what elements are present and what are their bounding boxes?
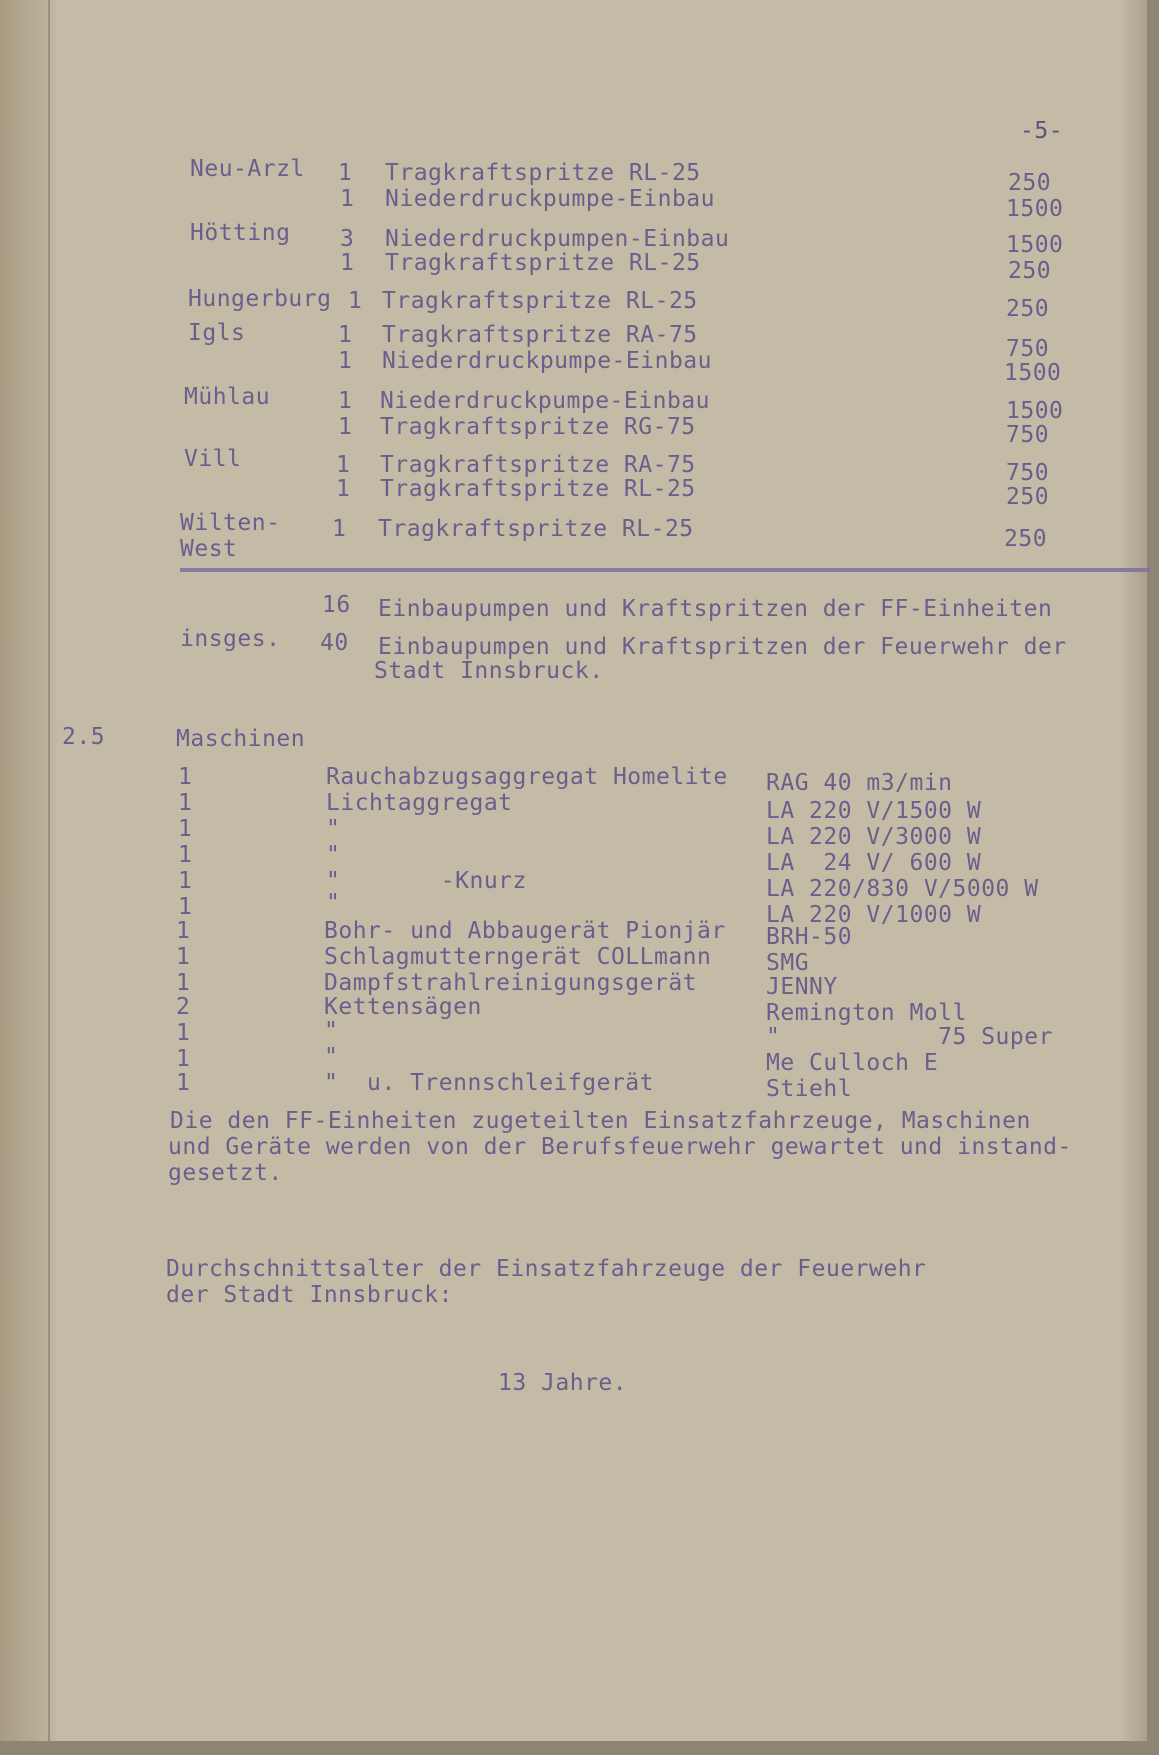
row-item: Tragkraftspritze RL-25	[378, 516, 694, 542]
row-value: 250	[1004, 526, 1048, 552]
row-qty: 1	[336, 452, 351, 478]
row-value: 750	[1006, 336, 1050, 362]
row-item: Niederdruckpumpe-Einbau	[382, 348, 712, 374]
row-value: 250	[1008, 258, 1052, 284]
machine-qty: 1	[178, 790, 193, 816]
machine-spec: LA 220 V/3000 W	[766, 824, 982, 850]
row-qty: 1	[338, 348, 353, 374]
machine-spec: Me Culloch E	[766, 1050, 939, 1076]
row-value: 750	[1006, 422, 1050, 448]
row-item: Tragkraftspritze RA-75	[382, 322, 698, 348]
total-text: Einbaupumpen und Kraftspritzen der Feuerwehr der	[378, 634, 1067, 660]
sum-rule	[180, 568, 1150, 572]
row-place: Mühlau	[184, 384, 271, 410]
average-age-line: der Stadt Innsbruck:	[166, 1282, 453, 1308]
machine-spec: LA 24 V/ 600 W	[766, 850, 982, 876]
row-value: 1500	[1004, 360, 1062, 386]
row-item: Niederdruckpumpe-Einbau	[385, 186, 715, 212]
machine-spec: LA 220/830 V/5000 W	[766, 876, 1039, 902]
page-right-edge	[1147, 0, 1159, 1755]
row-qty: 1	[340, 250, 355, 276]
row-item: Tragkraftspritze RG-75	[380, 414, 696, 440]
machine-item: " -Knurz	[326, 868, 527, 894]
machine-qty: 1	[176, 918, 191, 944]
row-qty: 1	[338, 414, 353, 440]
machine-item: "	[326, 816, 341, 842]
row-item: Tragkraftspritze RL-25	[385, 160, 701, 186]
machine-qty: 1	[178, 842, 193, 868]
row-item: Tragkraftspritze RL-25	[385, 250, 701, 276]
machine-item: Rauchabzugsaggregat Homelite	[326, 764, 728, 790]
row-item: Niederdruckpumpe-Einbau	[380, 388, 710, 414]
machine-qty: 1	[178, 894, 193, 920]
machine-spec: BRH-50	[766, 924, 853, 950]
section-title: Maschinen	[176, 726, 306, 752]
row-qty: 3	[340, 226, 355, 252]
row-item: Niederdruckpumpen-Einbau	[385, 226, 730, 252]
total-text-continued: Stadt Innsbruck.	[374, 658, 604, 684]
row-place: Hötting	[190, 220, 291, 246]
paragraph-line: gesetzt.	[168, 1160, 283, 1186]
machine-item: Kettensägen	[324, 994, 482, 1020]
machine-item: Bohr- und Abbaugerät Pionjär	[324, 918, 726, 944]
page-binding-edge	[0, 0, 50, 1755]
machine-item: Dampfstrahlreinigungsgerät	[324, 970, 698, 996]
row-value: 1500	[1006, 196, 1064, 222]
machine-qty: 1	[178, 868, 193, 894]
row-place: Vill	[184, 446, 242, 472]
machine-spec: JENNY	[766, 974, 838, 1000]
total-text: Einbaupumpen und Kraftspritzen der FF-Einheiten	[378, 596, 1053, 622]
row-place: Igls	[188, 320, 246, 346]
machine-item: "	[324, 1018, 339, 1044]
machine-spec: Remington Moll	[766, 1000, 967, 1026]
row-place: Hungerburg	[188, 286, 332, 312]
row-qty: 1	[332, 516, 347, 542]
row-qty: 1	[336, 476, 351, 502]
page-bottom-edge	[0, 1741, 1159, 1755]
machine-item: Lichtaggregat	[326, 790, 513, 816]
total-label: insges.	[180, 626, 281, 652]
machine-qty: 1	[176, 1046, 191, 1072]
machine-item: "	[326, 842, 341, 868]
paragraph-line: Die den FF-Einheiten zugeteilten Einsatzfahrzeuge, Maschinen	[170, 1108, 1031, 1134]
machine-spec: LA 220 V/1500 W	[766, 798, 982, 824]
row-value: 250	[1008, 170, 1052, 196]
row-value: 750	[1006, 460, 1050, 486]
row-value: 250	[1006, 484, 1050, 510]
total-count: 16	[322, 592, 351, 618]
row-place: Wilten-	[180, 510, 281, 536]
row-value: 250	[1006, 296, 1050, 322]
machine-qty: 2	[176, 994, 191, 1020]
total-count: 40	[320, 630, 349, 656]
row-item: Tragkraftspritze RL-25	[380, 476, 696, 502]
machine-spec: LA 220 V/1000 W	[766, 902, 982, 928]
page-number: -5-	[1020, 118, 1064, 144]
row-qty: 1	[338, 388, 353, 414]
paragraph-line: und Geräte werden von der Berufsfeuerwehr gewartet und instand-	[168, 1134, 1072, 1160]
machine-spec: SMG	[766, 950, 810, 976]
machine-spec: RAG 40 m3/min	[766, 770, 953, 796]
machine-qty: 1	[176, 970, 191, 996]
row-qty: 1	[338, 160, 353, 186]
machine-spec: " 75 Super	[766, 1024, 1053, 1050]
machine-qty: 1	[178, 764, 193, 790]
row-value: 1500	[1006, 232, 1064, 258]
machine-item: "	[324, 1044, 339, 1070]
row-qty: 1	[338, 322, 353, 348]
row-value: 1500	[1006, 398, 1064, 424]
row-qty: 1	[340, 186, 355, 212]
row-qty: 1	[348, 288, 363, 314]
average-age-value: 13 Jahre.	[498, 1370, 628, 1396]
machine-item: Schlagmutterngerät COLLmann	[324, 944, 712, 970]
average-age-line: Durchschnittsalter der Einsatzfahrzeuge der Feuerwehr	[166, 1256, 927, 1282]
machine-spec: Stiehl	[766, 1076, 853, 1102]
machine-qty: 1	[176, 1070, 191, 1096]
row-item: Tragkraftspritze RA-75	[380, 452, 696, 478]
machine-qty: 1	[176, 1020, 191, 1046]
row-place: Neu-Arzl	[190, 156, 305, 182]
machine-item: " u. Trennschleifgerät	[324, 1070, 654, 1096]
row-item: Tragkraftspritze RL-25	[382, 288, 698, 314]
section-number: 2.5	[62, 724, 106, 750]
row-place-continued: West	[180, 536, 238, 562]
machine-item: "	[326, 890, 341, 916]
machine-qty: 1	[176, 944, 191, 970]
machine-qty: 1	[178, 816, 193, 842]
